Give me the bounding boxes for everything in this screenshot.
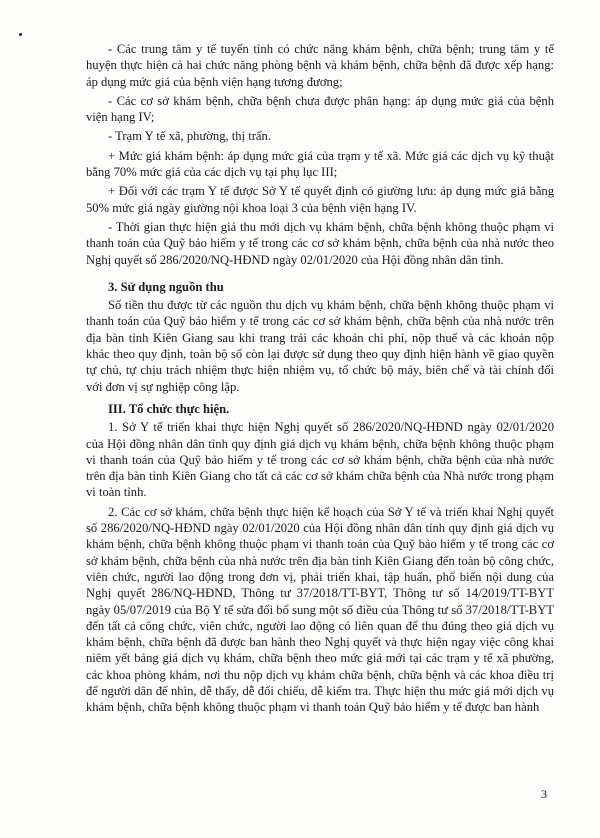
section-iii-item-1: 1. Sở Y tế triển khai thực hiện Nghị quyết số 286/2020/NQ-HĐND ngày 02/01/2020 của Hội đồng nhân dân tỉnh quy định giá dịch vụ khám bệnh, chữa bệnh không thuộc phạm vi thanh toán của Quỹ bảo hiểm y tế trong các cơ sở khám bệnh, chữa bệnh của nhà nước trên địa bàn tỉnh Kiên Giang cho tất cả các cơ sở khám chữa bệnh của Nhà nước trong phạm vi toàn tỉnh. [86, 420, 554, 500]
bullet-unranked-facilities: - Các cơ sở khám bệnh, chữa bệnh chưa được phân hạng: áp dụng mức giá của bệnh viện hạng IV; [86, 93, 554, 125]
section-iii-heading: III. Tổ chức thực hiện. [108, 401, 230, 416]
scan-mark [19, 33, 22, 36]
bullet-bed-stations: + Đối với các trạm Y tế được Sở Y tế quyết định có giường lưu: áp dụng mức giá bằng 50% mức giá ngày giường nội khoa loại 3 của bệnh viện hạng IV. [86, 184, 554, 215]
document-body [86, 41, 554, 716]
bullet-exam-price: + Mức giá khám bệnh: áp dụng mức giá của trạm y tế xã. Mức giá các dịch vụ kỹ thuật bằng 70% mức giá của các dịch vụ tại phụ lục III; [86, 148, 554, 180]
section-iii-item-2: 2. Các cơ sở khám, chữa bệnh thực hiện kế hoạch của Sở Y tế và triển khai Nghị quyết số 286/2020/NQ-HĐND ngày 02/01/2020 của Hội đồng nhân dân tỉnh quy định giá dịch vụ khám bệnh, chữa bệnh không thuộc phạm vi thanh toán của Quỹ bảo hiểm y tế trong các cơ sở khám bệnh, chữa bệnh của nhà nước trên địa bàn tỉnh Kiên Giang đến toàn bộ công chức, viên chức, người lao động trong đơn vị, phải triển khai, tập huấn, phổ biến nội dung của Nghị quyết 286/NQ-HĐND, Thông tư 37/2018/TT-BYT, Thông tư số 14/2019/TT-BYT ngày 05/07/2019 của Bộ Y tế sửa đổi bổ sung một số điều của Thông tư số 37/2018/TT-BYT đến tất cả công chức, viên chức, người lao động có liên quan để thu đúng theo giá dịch vụ khám bệnh, chữa bệnh đã được ban hành theo Nghị quyết và thực hiện ngay việc công khai niêm yết bảng giá dịch vụ khám, chữa bệnh theo mức giá mới tại các trạm y tế xã phường, các khoa phòng khám, nơi thu nộp dịch vụ khám chữa bệnh, chữa bệnh và các khoa điều trị để người dân để nhìn, dễ thấy, dễ đối chiếu, dễ kiểm tra. Thực hiện thu mức giá mới dịch vụ khám bệnh, chữa bệnh không thuộc phạm vi thanh toán Quỹ bảo hiểm y tế được ban hành [86, 504, 554, 715]
section-3-heading: 3. Sử dụng nguồn thu [108, 279, 224, 294]
bullet-provincial-centers: - Các trung tâm y tế tuyến tỉnh có chức năng khám bệnh, chữa bệnh; trung tâm y tế huyện thực hiện cả hai chức năng phòng bệnh và khám bệnh, chữa bệnh đã được xếp hạng: áp dụng mức giá của bệnh viện hạng tương đương; [86, 42, 554, 89]
page-number: 3 [541, 787, 547, 801]
bullet-commune-stations: - Trạm Y tế xã, phường, thị trấn. [108, 129, 271, 144]
section-3-body: Số tiền thu được từ các nguồn thu dịch vụ khám bệnh, chữa bệnh không thuộc phạm vi thanh toán của Quỹ bảo hiểm y tế trong các cơ sở khám bệnh, chữa bệnh của nhà nước trên địa bàn tỉnh Kiên Giang sau khi trang trải các khoản chi phí, nộp thuế và các khoản nộp khác theo quy định, toàn bộ số còn lại được sử dụng theo quy định hiện hành về giao quyền tự chủ, tự chịu trách nhiệm thực hiện nhiệm vụ, tổ chức bộ máy, biên chế và tài chính đối với đơn vị sự nghiệp công lập. [86, 298, 554, 394]
bullet-effective-time: - Thời gian thực hiện giá thu mới dịch vụ khám bệnh, chữa bệnh không thuộc phạm vi thanh toán của Quỹ bảo hiểm y tế trong các cơ sở khám bệnh, chữa bệnh của nhà nước theo Nghị quyết số 286/2020/NQ-HĐND ngày 02/01/2020 của Hội đồng nhân dân tỉnh. [86, 219, 554, 267]
